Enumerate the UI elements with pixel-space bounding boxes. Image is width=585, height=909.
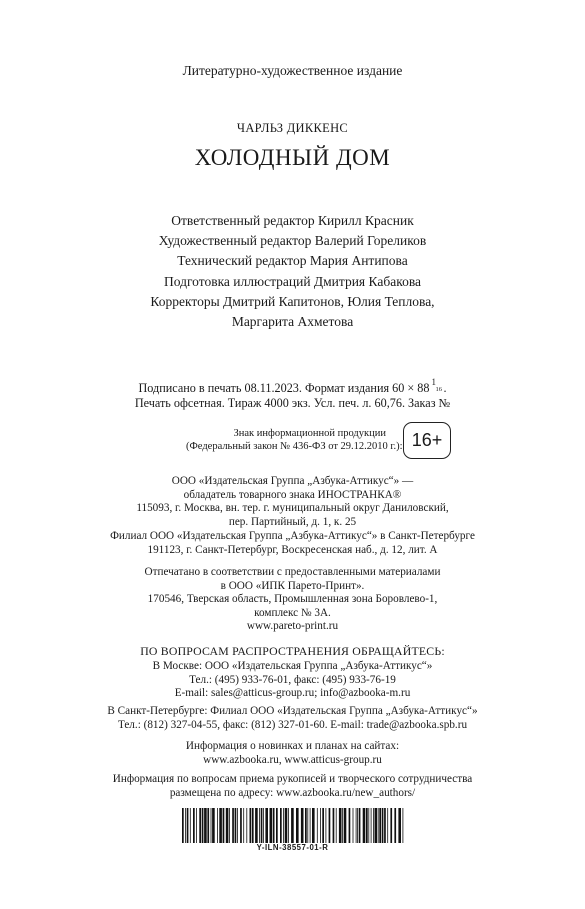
barcode-bar bbox=[255, 808, 258, 843]
barcode-bar bbox=[207, 808, 209, 843]
barcode-bar bbox=[371, 808, 372, 843]
barcode-bar bbox=[363, 808, 366, 843]
barcode-bar bbox=[336, 808, 337, 843]
barcode-bar bbox=[301, 808, 304, 843]
barcode-bar bbox=[310, 808, 311, 843]
credit-line: Художественный редактор Валерий Гореликов bbox=[158, 233, 427, 249]
barcode-bar bbox=[199, 808, 201, 843]
barcode-bar bbox=[185, 808, 186, 843]
websites-info: Информация о новинках и планах на сайтах: www.azbooka.ru, www.atticus-group.ru bbox=[185, 740, 400, 766]
distribution-heading: ПО ВОПРОСАМ РАСПРОСТРАНЕНИЯ ОБРАЩАЙТЕСЬ: bbox=[140, 644, 445, 658]
barcode-bar bbox=[273, 808, 275, 843]
barcode-bar bbox=[307, 808, 308, 843]
credit-line: Корректоры Дмитрий Капитонов, Юлия Теплова, bbox=[150, 293, 435, 309]
barcode-bar bbox=[265, 808, 268, 843]
barcode-bar bbox=[204, 808, 207, 843]
spb-contacts: В Санкт-Петербурге: Филиал ООО «Издательская Группа „Азбука-Аттикус“» Тел.: (812) 327-04-55, факс: (812) 327-01-60. E-mail: trade@azbooka.spb.ru bbox=[107, 705, 478, 731]
barcode-bar bbox=[223, 808, 225, 843]
manuscripts-info: Информация по вопросам приема рукописей и творческого сотрудничества размещена по адресу: www.azbooka.ru/new_authors/ bbox=[112, 773, 473, 799]
barcode-bar bbox=[288, 808, 289, 843]
book-title: ХОЛОДНЫЙ ДОМ bbox=[194, 145, 391, 170]
barcode-bar bbox=[382, 808, 384, 843]
barcode-bar bbox=[211, 808, 212, 843]
barcode-bar bbox=[390, 808, 392, 843]
barcode-bar bbox=[403, 808, 404, 843]
barcode-bar bbox=[384, 808, 386, 843]
barcode-bar bbox=[296, 808, 299, 843]
age-sign-label: Знак информационной продукции (Федеральный закон № 436-ФЗ от 29.12.2010 г.): bbox=[186, 428, 403, 452]
book-author: ЧАРЛЬЗ ДИККЕНС bbox=[236, 121, 349, 135]
publisher-block: ООО «Издательская Группа „Азбука-Аттикус“» — обладатель товарного знака ИНОСТРАНКА® 115093, г. Москва, вн. тер. г. муниципальный округ Даниловский, пер. Партийный, д. 1, к. 25 bbox=[136, 475, 449, 528]
barcode-bar bbox=[193, 808, 195, 843]
barcode-bar bbox=[190, 808, 191, 843]
barcode-bar bbox=[342, 808, 343, 843]
barcode-bar bbox=[246, 808, 247, 843]
barcode-number: Y-ILN-38557-01-R bbox=[256, 843, 329, 852]
barcode-bar bbox=[398, 808, 401, 843]
barcode-bar bbox=[235, 808, 237, 843]
print-info bbox=[0, 377, 585, 411]
barcode-bar bbox=[379, 808, 381, 843]
barcode-bar bbox=[339, 808, 342, 843]
barcode-bar bbox=[317, 808, 318, 843]
barcode-bar bbox=[259, 808, 260, 843]
barcode-bar bbox=[252, 808, 254, 843]
branch-block: Филиал ООО «Издательская Группа „Азбука-Аттикус“» в Санкт-Петербурге 191123, г. Санкт-Петербург, Воскресенская наб., д. 12, лит. А bbox=[110, 530, 475, 556]
barcode-bar bbox=[366, 808, 368, 843]
barcode-bar bbox=[285, 808, 288, 843]
barcode bbox=[180, 808, 405, 843]
barcode-bar bbox=[263, 808, 264, 843]
barcode-bar bbox=[270, 808, 273, 843]
barcode-bar bbox=[232, 808, 234, 843]
barcode-bar bbox=[356, 808, 357, 843]
credit-line: Подготовка иллюстраций Дмитрия Кабакова bbox=[163, 273, 422, 289]
barcode-bar bbox=[387, 808, 388, 843]
credits-block bbox=[0, 211, 585, 332]
barcode-bar bbox=[291, 808, 294, 843]
barcode-bar bbox=[276, 808, 278, 843]
credit-line: Маргарита Ахметова bbox=[231, 314, 354, 330]
barcode-bar bbox=[283, 808, 284, 843]
barcode-bar bbox=[243, 808, 244, 843]
barcode-bar bbox=[373, 808, 374, 843]
barcode-bar bbox=[217, 808, 218, 843]
moscow-contacts: В Москве: ООО «Издательская Группа „Азбука-Аттикус“» Тел.: (495) 933-76-01, факс: (495) 933-76-19 E-mail: sales@atticus-group.ru; info@azbooka-m.ru bbox=[152, 660, 433, 700]
print-info-line: Печать офсетная. Тираж 4000 экз. Усл. печ. л. 60,76. Заказ № bbox=[134, 396, 451, 410]
print-info-line: Подписано в печать 08.11.2023. Формат издания 60 × 88 1 16 . bbox=[138, 377, 447, 395]
edition-type: Литературно-художественное издание bbox=[182, 63, 403, 78]
barcode-bar bbox=[333, 808, 335, 843]
barcode-bar bbox=[320, 808, 321, 843]
barcode-bar bbox=[202, 808, 204, 843]
barcode-bar bbox=[353, 808, 354, 843]
barcode-bar bbox=[359, 808, 361, 843]
barcode-bar bbox=[240, 808, 242, 843]
barcode-bar bbox=[196, 808, 197, 843]
format-fraction: 1 16 bbox=[431, 377, 442, 393]
barcode-bar bbox=[344, 808, 347, 843]
credit-line: Ответственный редактор Кирилл Красник bbox=[171, 213, 414, 228]
barcode-bar bbox=[280, 808, 282, 843]
printer-block: Отпечатано в соответствии с предоставленными материалами в ООО «ИПК Парето-Принт». 170546, Тверская область, Промышленная зона Боровлево-1, комплекс № 3А. www.pareto-print.ru bbox=[144, 566, 441, 633]
barcode-bar bbox=[357, 808, 358, 843]
barcode-bar bbox=[394, 808, 396, 843]
barcode-bar bbox=[187, 808, 189, 843]
barcode-bar bbox=[226, 808, 229, 843]
barcode-bar bbox=[182, 808, 184, 843]
barcode-bar bbox=[305, 808, 307, 843]
barcode-bar bbox=[378, 808, 379, 843]
barcode-bar bbox=[326, 808, 327, 843]
barcode-bar bbox=[329, 808, 331, 843]
barcode-bar bbox=[349, 808, 351, 843]
barcode-bar bbox=[322, 808, 324, 843]
barcode-bar bbox=[261, 808, 263, 843]
barcode-bar bbox=[368, 808, 369, 843]
credit-line: Технический редактор Мария Антипова bbox=[177, 253, 408, 269]
barcode-bar bbox=[219, 808, 222, 843]
barcode-bar bbox=[229, 808, 230, 843]
barcode-bar bbox=[375, 808, 378, 843]
barcode-bar bbox=[250, 808, 252, 843]
barcode-bar bbox=[212, 808, 215, 843]
age-rating-badge: 16+ bbox=[403, 422, 451, 459]
barcode-bar bbox=[237, 808, 238, 843]
barcode-bar bbox=[312, 808, 315, 843]
